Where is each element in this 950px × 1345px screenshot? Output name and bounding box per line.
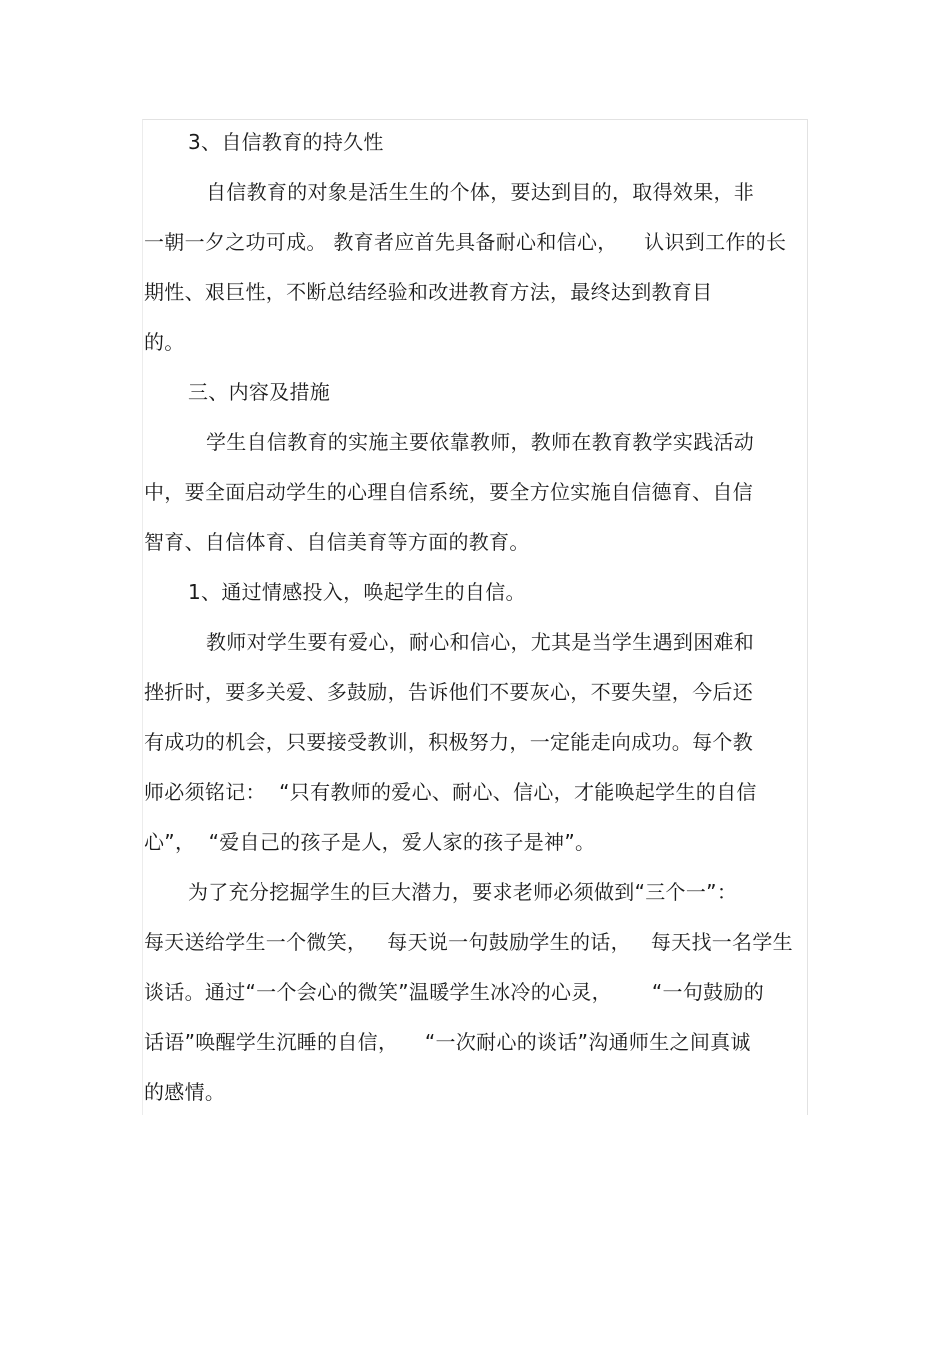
- text-line: 自信教育的对象是活生生的个体，要达到目的，取得效果，非: [206, 180, 755, 204]
- text-line: 的。: [144, 330, 185, 354]
- text-line: 为了充分挖掘学生的巨大潜力，要求老师必须做到“三个一”：: [188, 880, 738, 904]
- text-line: 期性、艰巨性，不断总结经验和改进教育方法，最终达到教育目: [144, 280, 713, 304]
- text-line: 每天送给学生一个微笑， 每天说一句鼓励学生的话， 每天找一名学生: [144, 930, 793, 954]
- subsection-heading: 1、通过情感投入，唤起学生的自信。: [188, 580, 526, 604]
- text-line: 3、自信教育的持久性: [188, 130, 384, 154]
- text-line: 谈话。通过“一个会心的微笑”温暖学生冰冷的心灵， “一句鼓励的: [144, 980, 765, 1004]
- text-line: 中，要全面启动学生的心理自信系统，要全方位实施自信德育、自信: [144, 480, 753, 504]
- text-line: 有成功的机会，只要接受教训，积极努力，一定能走向成功。每个教: [144, 730, 753, 754]
- text-line: 的感情。: [144, 1080, 226, 1104]
- text-line: 教师对学生要有爱心，耐心和信心，尤其是当学生遇到困难和: [206, 630, 755, 654]
- text-line: 学生自信教育的实施主要依靠教师，教师在教育教学实践活动: [206, 430, 755, 454]
- text-line: 智育、自信体育、自信美育等方面的教育。: [144, 530, 530, 554]
- text-line: 师必须铭记： “只有教师的爱心、耐心、信心，才能唤起学生的自信: [144, 780, 757, 804]
- text-line: 话语”唤醒学生沉睡的自信， “一次耐心的谈话”沟通师生之间真诚: [144, 1030, 751, 1054]
- page-frame: [142, 119, 808, 1115]
- section-heading: 三、内容及措施: [188, 380, 331, 404]
- text-line: 心”， “爱自己的孩子是人，爱人家的孩子是神”。: [144, 830, 596, 854]
- text-line: 一朝一夕之功可成。 教育者应首先具备耐心和信心， 认识到工作的长: [144, 230, 787, 254]
- text-line: 挫折时，要多关爱、多鼓励，告诉他们不要灰心，不要失望，今后还: [144, 680, 753, 704]
